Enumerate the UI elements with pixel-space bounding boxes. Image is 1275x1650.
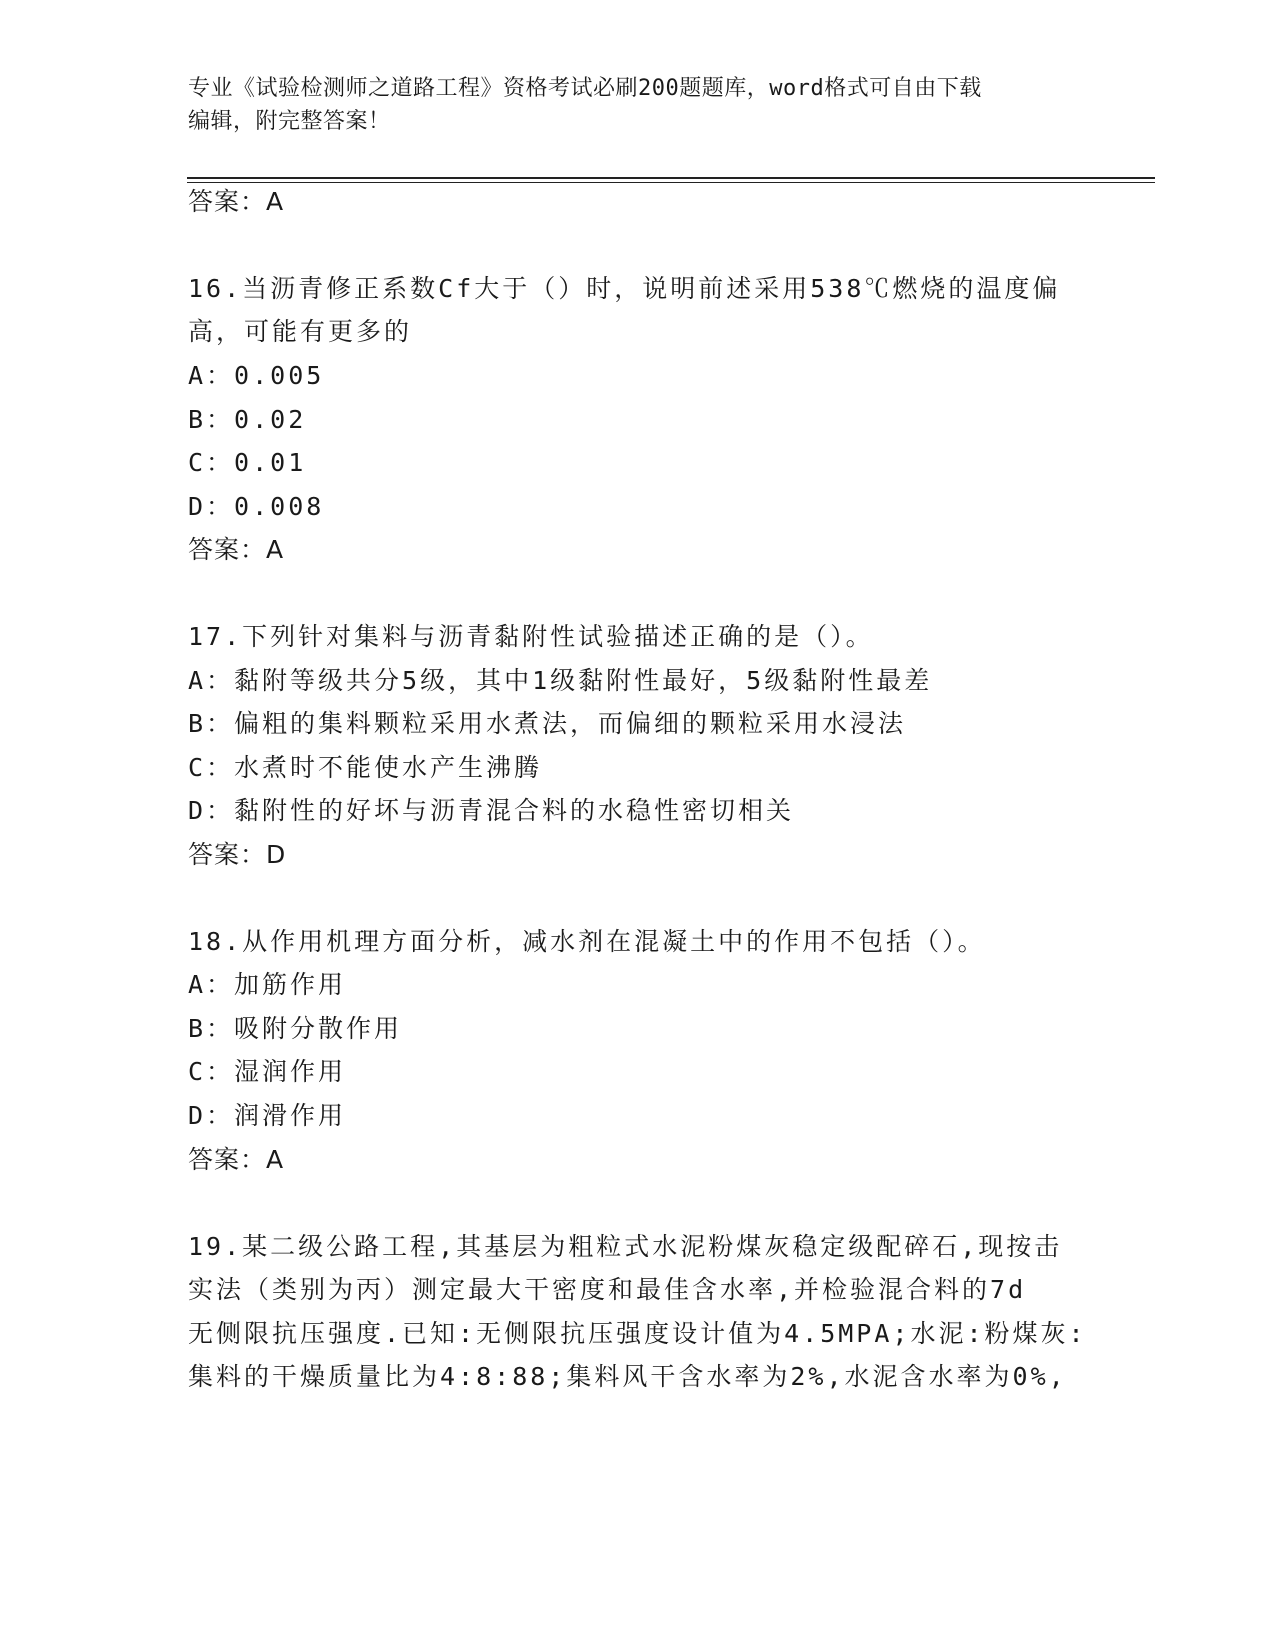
q19-stem-line-4: 集料的干燥质量比为4:8:88;集料风干含水率为2%,水泥含水率为0%, [188,1362,1067,1391]
prev-answer: 答案：A [188,187,285,216]
q18-option-a: A：加筋作用 [188,970,347,999]
q16-answer: 答案：A [188,535,285,564]
q18-answer: 答案：A [188,1145,285,1174]
q17-answer: 答案：D [188,840,287,869]
q17-option-b: B：偏粗的集料颗粒采用水煮法，而偏细的颗粒采用水浸法 [188,709,907,738]
q17-stem-line-1: 17.下列针对集料与沥青黏附性试验描述正确的是（）。 [188,622,874,651]
q16-stem-line-1: 16.当沥青修正系数Cf大于（）时，说明前述采用538℃燃烧的温度偏 [188,274,1061,303]
header-line-2: 编辑，附完整答案！ [188,109,391,134]
q18-option-c: C：湿润作用 [188,1057,347,1086]
q17-option-a: A：黏附等级共分5级，其中1级黏附性最好，5级黏附性最差 [188,666,933,695]
header-rule-thin [187,182,1155,183]
q19-stem-line-1: 19.某二级公路工程,其基层为粗粒式水泥粉煤灰稳定级配碎石,现按击 [188,1232,1063,1261]
q19-stem-line-3: 无侧限抗压强度.已知:无侧限抗压强度设计值为4.5MPA;水泥:粉煤灰: [188,1319,1087,1348]
q18-option-d: D：润滑作用 [188,1101,347,1130]
q16-option-b: B：0.02 [188,405,307,434]
q16-option-d: D：0.008 [188,492,325,521]
q18-option-b: B：吸附分散作用 [188,1014,403,1043]
q16-option-c: C：0.01 [188,448,307,477]
q19-stem-line-2: 实法（类别为丙）测定最大干密度和最佳含水率,并检验混合料的7d [188,1275,1027,1304]
header-rule-thick [187,177,1155,179]
page-header [188,72,1088,138]
q17-option-c: C：水煮时不能使水产生沸腾 [188,753,543,782]
q16-stem-line-2: 高，可能有更多的 [188,317,413,346]
q16-option-a: A：0.005 [188,361,325,390]
q17-option-d: D：黏附性的好坏与沥青混合料的水稳性密切相关 [188,796,795,825]
header-line-1: 专业《试验检测师之道路工程》资格考试必刷200题题库，word格式可自由下载 [188,76,982,101]
q18-stem-line-1: 18.从作用机理方面分析，减水剂在混凝土中的作用不包括（）。 [188,927,986,956]
